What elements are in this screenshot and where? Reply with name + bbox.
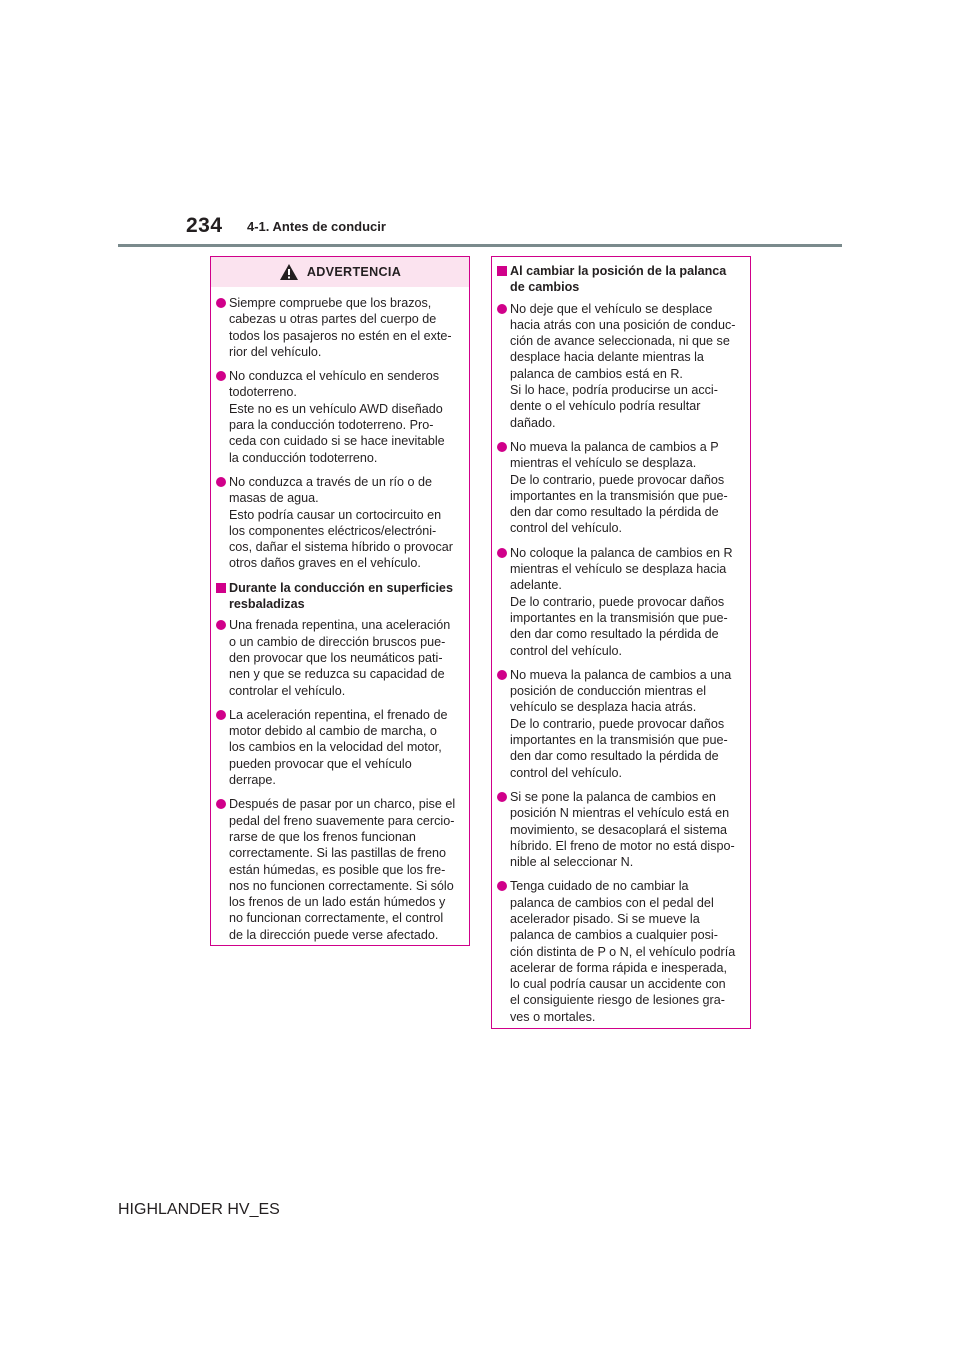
bullet-icon [497, 670, 507, 680]
square-marker-icon [216, 583, 226, 593]
gear-shift-item [492, 789, 750, 870]
square-marker-icon [497, 266, 507, 276]
warning-item-text: Una frenada repentina, una aceleración o un cambio de dirección bruscos pue- den provocar que los neumáticos pati- nen y que se reduzca su capacidad de controlar el vehículo. [229, 618, 451, 698]
bullet-icon [497, 304, 507, 314]
warning-item [211, 707, 469, 788]
warning-item-text: La aceleración repentina, el frenado de motor debido al cambio de marcha, o los cambios en la velocidad del motor, pueden provocar que el vehículo derrape. [229, 707, 448, 788]
gear-shift-item-text: No deje que el vehículo se desplace hacia atrás con una posición de conduc- ción de avance seleccionada, ni que se desplace hacia delante mientras la palanca de cambios está en R. Si lo hace, podría producirse un acci- dente o el vehículo podría resultar dañado. [510, 301, 736, 430]
warning-subheading-text: Durante la conducción en superficies resbaladizas [229, 580, 453, 612]
bullet-icon [216, 710, 226, 720]
section-title: 4-1. Antes de conducir [247, 219, 386, 234]
gear-shift-item [492, 878, 750, 1025]
gear-shift-heading-text: Al cambiar la posición de la palanca de cambios [510, 264, 727, 295]
warning-item-text: No conduzca a través de un río o de masas de agua. Esto podría causar un cortocircuito en los componentes eléctricos/electróni- cos, dañar el sistema híbrido o provocar otros daños graves en el vehículo. [229, 474, 454, 571]
bullet-icon [497, 881, 507, 891]
header-rule [118, 244, 842, 247]
gear-shift-heading [492, 263, 750, 296]
gear-shift-warning-box [491, 256, 751, 1029]
bullet-icon [497, 792, 507, 802]
gear-shift-item [492, 439, 750, 537]
warning-item-text: Después de pasar por un charco, pise el pedal del freno suavemente para cercio- rarse de que los frenos funcionan correctamente. Si las pastillas de freno están húmedas, es posible que los fre- nos no funcionen correctamente. Si sólo los frenos de un lado están húmedos y no funcionan correctamente, el control de la dirección puede verse afectado. [229, 797, 456, 942]
gear-shift-item-text: Tenga cuidado de no cambiar la palanca de cambios con el pedal del acelerador pisado. Si se mueve la palanca de cambios a cualquier posi- ción distinta de P o N, el vehículo podría acelerar de forma rápida e inesperada, lo cual podría causar un accidente con el consiguiente riesgo de lesiones gra- ves o mortales. [510, 879, 736, 1024]
bullet-icon [497, 442, 507, 452]
gear-shift-item-text: No mueva la palanca de cambios a una posición de conducción mientras el vehículo se desplaza hacia atrás. De lo contrario, puede provocar daños importantes en la transmisión que pue- den dar como resultado la pérdida de control del vehículo. [510, 667, 732, 780]
warning-box [210, 256, 470, 946]
warning-item [211, 295, 469, 360]
gear-shift-item-text: Si se pone la palanca de cambios en posición N mientras el vehículo está en movimiento, se desacoplará el sistema híbrido. El freno de motor no está dispo- nible al seleccionar N. [510, 789, 735, 870]
bullet-icon [216, 799, 226, 809]
bullet-icon [216, 620, 226, 630]
gear-shift-item [492, 301, 750, 431]
bullet-icon [216, 371, 226, 381]
bullet-icon [216, 477, 226, 487]
gear-shift-item [492, 667, 750, 781]
gear-shift-item-text: No coloque la palanca de cambios en R mientras el vehículo se desplaza hacia adelante. De lo contrario, puede provocar daños importantes en la transmisión que pue- den dar como resultado la pérdida de control del vehículo. [510, 545, 733, 658]
warning-item-text: Siempre compruebe que los brazos, cabezas u otras partes del cuerpo de todos los pasajeros no estén en el exte- rior del vehículo. [229, 296, 452, 359]
page-number: 234 [186, 214, 223, 237]
warning-subheading [211, 580, 469, 613]
warning-triangle-icon [279, 263, 299, 281]
gear-shift-item [492, 545, 750, 659]
warning-item-text: No conduzca el vehículo en senderos todoterreno. Este no es un vehículo AWD diseñado para la conducción todoterreno. Pro- ceda con cuidado si se hace inevitable la conducción todoterreno. [229, 369, 445, 465]
warning-title: ADVERTENCIA [306, 264, 402, 279]
warning-item [211, 474, 469, 572]
gear-shift-item-text: No mueva la palanca de cambios a P mientras el vehículo se desplaza. De lo contrario, puede provocar daños importantes en la transmisión que pue- den dar como resultado la pérdida de control del vehículo. [510, 439, 728, 536]
warning-item [211, 796, 469, 943]
warning-item [211, 368, 469, 466]
footer-model-name: HIGHLANDER HV_ES [118, 1201, 280, 1218]
bullet-icon [216, 298, 226, 308]
bullet-icon [497, 548, 507, 558]
warning-item [211, 617, 469, 698]
warning-header [211, 257, 469, 287]
